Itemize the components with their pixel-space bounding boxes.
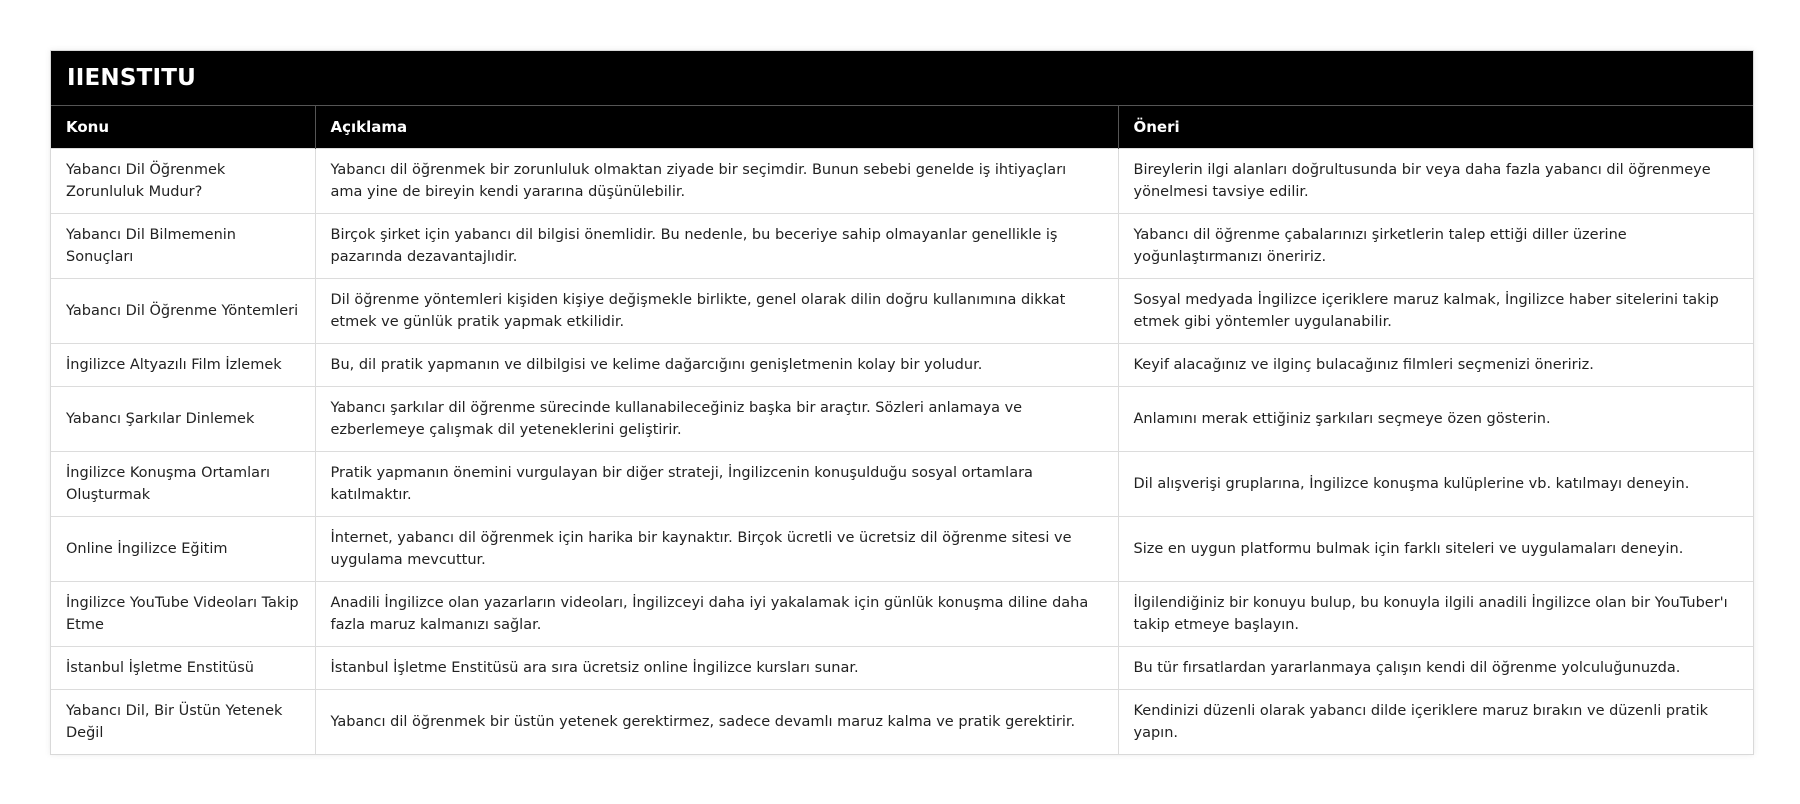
cell-suggestion: Bu tür fırsatlardan yararlanmaya çalışın kendi dil öğrenme yolculuğunuzda. <box>1118 647 1753 690</box>
cell-description: İstanbul İşletme Enstitüsü ara sıra ücretsiz online İngilizce kursları sunar. <box>315 647 1118 690</box>
cell-topic: İngilizce YouTube Videoları Takip Etme <box>51 582 315 647</box>
cell-suggestion: Kendinizi düzenli olarak yabancı dilde içeriklere maruz bırakın ve düzenli pratik yapın. <box>1118 690 1753 755</box>
cell-topic: Yabancı Dil Bilmemenin Sonuçları <box>51 214 315 279</box>
column-header-topic: Konu <box>51 106 315 149</box>
cell-suggestion: Dil alışverişi gruplarına, İngilizce konuşma kulüplerine vb. katılmayı deneyin. <box>1118 452 1753 517</box>
info-table <box>51 105 1753 754</box>
cell-description: Yabancı şarkılar dil öğrenme sürecinde kullanabileceğiniz başka bir araçtır. Sözleri anlamaya ve ezberlemeye çalışmak dil yeteneklerini geliştirir. <box>315 387 1118 452</box>
table-row <box>51 344 1753 387</box>
cell-topic: Online İngilizce Eğitim <box>51 517 315 582</box>
cell-suggestion: Bireylerin ilgi alanları doğrultusunda bir veya daha fazla yabancı dil öğrenmeye yönelmesi tavsiye edilir. <box>1118 149 1753 214</box>
cell-topic: Yabancı Dil Öğrenme Yöntemleri <box>51 279 315 344</box>
column-header-suggestion: Öneri <box>1118 106 1753 149</box>
brand-title: IIENSTITU <box>51 51 1753 105</box>
cell-suggestion: Sosyal medyada İngilizce içeriklere maruz kalmak, İngilizce haber sitelerini takip etmek gibi yöntemler uygulanabilir. <box>1118 279 1753 344</box>
table-row <box>51 279 1753 344</box>
cell-description: Birçok şirket için yabancı dil bilgisi önemlidir. Bu nedenle, bu beceriye sahip olmayanlar genellikle iş pazarında dezavantajlıdir. <box>315 214 1118 279</box>
table-row <box>51 149 1753 214</box>
cell-description: Pratik yapmanın önemini vurgulayan bir diğer strateji, İngilizcenin konuşulduğu sosyal ortamlara katılmaktır. <box>315 452 1118 517</box>
table-row <box>51 214 1753 279</box>
cell-suggestion: Anlamını merak ettiğiniz şarkıları seçmeye özen gösterin. <box>1118 387 1753 452</box>
cell-suggestion: Keyif alacağınız ve ilginç bulacağınız filmleri seçmenizi öneririz. <box>1118 344 1753 387</box>
cell-suggestion: İlgilendiğiniz bir konuyu bulup, bu konuyla ilgili anadili İngilizce olan bir YouTuber'ı takip etmeye başlayın. <box>1118 582 1753 647</box>
cell-suggestion: Size en uygun platformu bulmak için farklı siteleri ve uygulamaları deneyin. <box>1118 517 1753 582</box>
cell-description: Dil öğrenme yöntemleri kişiden kişiye değişmekle birlikte, genel olarak dilin doğru kullanımına dikkat etmek ve günlük pratik yapmak etkilidir. <box>315 279 1118 344</box>
cell-topic: Yabancı Dil, Bir Üstün Yetenek Değil <box>51 690 315 755</box>
table-row <box>51 387 1753 452</box>
table-row <box>51 517 1753 582</box>
cell-topic: Yabancı Şarkılar Dinlemek <box>51 387 315 452</box>
table-header-row <box>51 106 1753 149</box>
table-row <box>51 452 1753 517</box>
table-row <box>51 582 1753 647</box>
cell-topic: İstanbul İşletme Enstitüsü <box>51 647 315 690</box>
cell-topic: İngilizce Konuşma Ortamları Oluşturmak <box>51 452 315 517</box>
cell-description: Anadili İngilizce olan yazarların videoları, İngilizceyi daha iyi yakalamak için günlük konuşma diline daha fazla maruz kalmanızı sağlar. <box>315 582 1118 647</box>
table-row <box>51 690 1753 755</box>
cell-suggestion: Yabancı dil öğrenme çabalarınızı şirketlerin talep ettiği diller üzerine yoğunlaştırmanızı öneririz. <box>1118 214 1753 279</box>
info-table-card <box>50 50 1754 755</box>
cell-description: Yabancı dil öğrenmek bir üstün yetenek gerektirmez, sadece devamlı maruz kalma ve pratik gerektirir. <box>315 690 1118 755</box>
cell-description: İnternet, yabancı dil öğrenmek için harika bir kaynaktır. Birçok ücretli ve ücretsiz dil öğrenme sitesi ve uygulama mevcuttur. <box>315 517 1118 582</box>
column-header-description: Açıklama <box>315 106 1118 149</box>
cell-topic: İngilizce Altyazılı Film İzlemek <box>51 344 315 387</box>
cell-topic: Yabancı Dil Öğrenmek Zorunluluk Mudur? <box>51 149 315 214</box>
cell-description: Bu, dil pratik yapmanın ve dilbilgisi ve kelime dağarcığını genişletmenin kolay bir yoludur. <box>315 344 1118 387</box>
cell-description: Yabancı dil öğrenmek bir zorunluluk olmaktan ziyade bir seçimdir. Bunun sebebi genelde iş ihtiyaçları ama yine de bireyin kendi yararına düşünülebilir. <box>315 149 1118 214</box>
table-row <box>51 647 1753 690</box>
